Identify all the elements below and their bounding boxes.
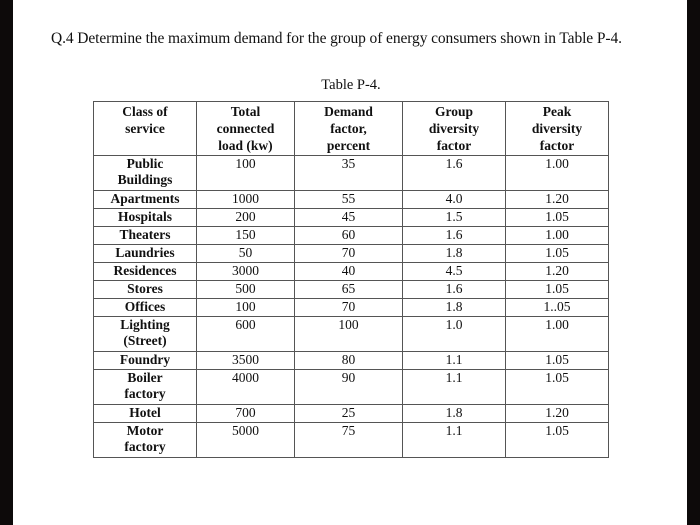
header-group-diversity-factor [403,102,506,156]
header-line: Demand [324,104,373,119]
demand-factor-cell: 70 [295,299,403,317]
connected-load-cell: 600 [197,317,295,352]
class-of-service-cell [94,191,197,209]
demand-factor-cell: 100 [295,317,403,352]
peak-diversity-cell: 1.05 [506,245,609,263]
peak-diversity-cell: 1.05 [506,281,609,299]
header-line: diversity [531,121,583,136]
class-of-service-cell [94,281,197,299]
table-row [94,423,609,458]
class-line: Foundry [119,352,171,367]
demand-factor-cell: 45 [295,209,403,227]
table-row [94,370,609,405]
demand-factor-cell: 70 [295,245,403,263]
group-diversity-cell: 1.6 [403,156,506,191]
peak-diversity-cell: 1..05 [506,299,609,317]
class-line: Laundries [115,245,175,260]
class-line: (Street) [123,332,167,348]
question-text: Q.4 Determine the maximum demand for the group of energy consumers shown in Table P-4. [51,30,622,47]
group-diversity-cell: 1.8 [403,299,506,317]
energy-consumers-table [93,101,609,458]
class-line: Hotel [129,405,161,420]
class-line: Apartments [110,191,180,206]
class-of-service-cell [94,156,197,191]
header-line: Total [230,104,261,119]
table-caption: Table P-4. [321,77,381,93]
class-of-service-cell [94,299,197,317]
class-line: Public [126,156,164,171]
group-diversity-cell: 1.8 [403,405,506,423]
group-diversity-cell: 1.5 [403,209,506,227]
peak-diversity-cell: 1.05 [506,370,609,405]
header-line: factor, [330,121,367,136]
demand-factor-cell: 55 [295,191,403,209]
peak-diversity-cell: 1.20 [506,405,609,423]
header-demand-factor [295,102,403,156]
table-row [94,209,609,227]
header-line: load (kw) [218,138,273,153]
header-line: Peak [542,104,572,119]
class-of-service-cell [94,263,197,281]
header-line: diversity [428,121,480,136]
group-diversity-cell: 1.1 [403,352,506,370]
header-line: connected [216,121,275,136]
peak-diversity-cell: 1.20 [506,263,609,281]
demand-factor-cell: 25 [295,405,403,423]
table-row [94,263,609,281]
connected-load-cell: 5000 [197,423,295,458]
table-row [94,191,609,209]
class-of-service-cell [94,317,197,352]
group-diversity-cell: 4.0 [403,191,506,209]
connected-load-cell: 100 [197,299,295,317]
peak-diversity-cell: 1.00 [506,317,609,352]
group-diversity-cell: 1.8 [403,245,506,263]
connected-load-cell: 200 [197,209,295,227]
class-of-service-cell [94,423,197,458]
table-row [94,281,609,299]
demand-factor-cell: 65 [295,281,403,299]
header-class-of-service [94,102,197,156]
class-line: Residences [113,263,177,278]
table-row [94,156,609,191]
connected-load-cell: 500 [197,281,295,299]
peak-diversity-cell: 1.05 [506,423,609,458]
connected-load-cell: 3000 [197,263,295,281]
class-line: Offices [124,299,166,314]
peak-diversity-cell: 1.20 [506,191,609,209]
class-line: Stores [127,281,163,296]
group-diversity-cell: 1.0 [403,317,506,352]
header-line: percent [326,138,371,153]
class-of-service-cell [94,245,197,263]
class-line: Motor [126,423,164,438]
header-total-connected-load [197,102,295,156]
connected-load-cell: 700 [197,405,295,423]
demand-factor-cell: 40 [295,263,403,281]
peak-diversity-cell: 1.05 [506,209,609,227]
peak-diversity-cell: 1.00 [506,227,609,245]
demand-factor-cell: 90 [295,370,403,405]
peak-diversity-cell: 1.05 [506,352,609,370]
connected-load-cell: 3500 [197,352,295,370]
peak-diversity-cell: 1.00 [506,156,609,191]
table-row [94,299,609,317]
class-line: Lighting [120,317,170,332]
connected-load-cell: 50 [197,245,295,263]
group-diversity-cell: 4.5 [403,263,506,281]
header-line: service [125,121,165,136]
table-row [94,405,609,423]
connected-load-cell: 4000 [197,370,295,405]
header-line: Class of [122,104,168,119]
class-of-service-cell [94,209,197,227]
demand-factor-cell: 35 [295,156,403,191]
table-row [94,352,609,370]
table-row [94,317,609,352]
group-diversity-cell: 1.1 [403,423,506,458]
class-of-service-cell [94,405,197,423]
demand-factor-cell: 60 [295,227,403,245]
group-diversity-cell: 1.1 [403,370,506,405]
demand-factor-cell: 80 [295,352,403,370]
class-line: factory [124,385,166,401]
group-diversity-cell: 1.6 [403,227,506,245]
demand-factor-cell: 75 [295,423,403,458]
group-diversity-cell: 1.6 [403,281,506,299]
class-of-service-cell [94,370,197,405]
class-line: Hospitals [117,209,172,224]
header-line: Group [434,104,473,119]
connected-load-cell: 1000 [197,191,295,209]
class-line: Theaters [119,227,171,242]
class-line: factory [124,438,166,454]
table-row [94,227,609,245]
document-page [13,0,687,525]
connected-load-cell: 150 [197,227,295,245]
header-line: factor [436,138,472,153]
class-of-service-cell [94,352,197,370]
class-of-service-cell [94,227,197,245]
header-line: factor [539,138,575,153]
connected-load-cell: 100 [197,156,295,191]
table-row [94,245,609,263]
table-header-row [94,102,609,156]
class-line: Buildings [117,171,173,187]
class-line: Boiler [127,370,163,385]
header-peak-diversity-factor [506,102,609,156]
